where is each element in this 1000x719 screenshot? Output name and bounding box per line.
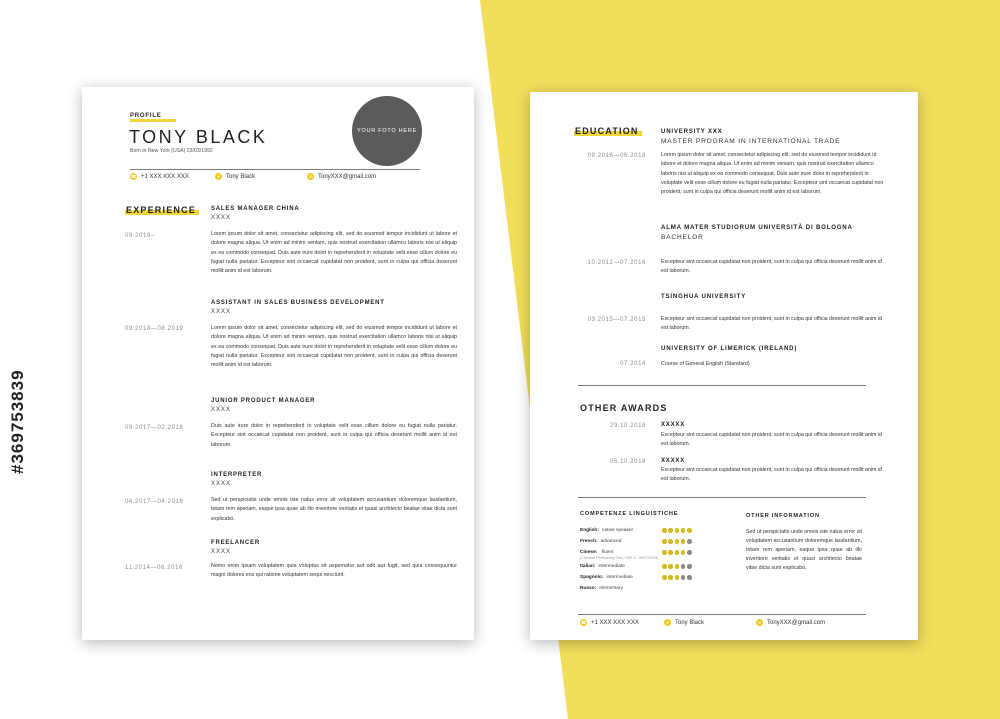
education-description: Excepteur sint occaecat cupidatat non proident, sunt in culpa qui officia deserunt mollit anim id est laborum.	[661, 316, 883, 332]
birth-info: Born in New York (USA) 23/03/1992	[130, 148, 213, 154]
job-date: 04.2017—04.2018	[125, 499, 184, 505]
job-description: Duis aute irure dolor in reprehenderit in voluptate velit esse cillum dolore eu fugiat nulla pariatur. Excepteur sint occaecat cupidatat non proident, sunt in culpa qui officia deserunt mollit anim id est laborum.	[211, 423, 457, 448]
job-title: FREELANCER	[211, 540, 261, 546]
rating-dot	[681, 575, 686, 580]
language-name: English:	[580, 528, 599, 533]
rating-dot	[668, 575, 673, 580]
award-date: 05.10.2018	[609, 459, 646, 465]
profile-label: PROFILE	[130, 113, 162, 119]
rating-dot	[681, 528, 686, 533]
rating-dot	[662, 564, 667, 569]
rating-dot	[675, 550, 680, 555]
language-row	[580, 528, 730, 539]
contact-name-text: Tony Black	[226, 173, 256, 180]
job-entry	[211, 540, 260, 555]
language-row	[580, 539, 730, 550]
language-rating	[662, 528, 692, 533]
language-rating	[662, 564, 692, 569]
job-title: INTERPRETER	[211, 472, 263, 478]
rating-dot	[681, 550, 686, 555]
footer-divider	[578, 614, 866, 615]
degree-name: MASTER PROGRAM IN INTERNATIONAL TRADE	[661, 138, 841, 145]
award-title: XXXXX	[661, 458, 686, 464]
language-rating	[662, 550, 692, 555]
language-row	[580, 550, 730, 564]
contact-email-text: TonyXXX@gmail.com	[767, 619, 826, 626]
rating-dot	[687, 564, 692, 569]
language-name: Italian:	[580, 564, 596, 569]
job-entry	[211, 398, 315, 413]
rating-dot	[668, 564, 673, 569]
resume-page-1	[82, 87, 474, 640]
stock-id-text: #369753839	[8, 369, 27, 474]
job-title: JUNIOR PRODUCT MANAGER	[211, 398, 316, 404]
rating-dot	[675, 575, 680, 580]
photo-placeholder[interactable]	[352, 96, 422, 166]
contact-email[interactable]	[307, 173, 376, 180]
rating-dot	[668, 550, 673, 555]
education-divider	[578, 385, 866, 386]
candidate-name: TONY BLACK	[129, 127, 268, 147]
rating-dot	[675, 564, 680, 569]
contact-phone-text: +1 XXX XXX XXX	[141, 173, 189, 180]
degree-name: BACHELOR	[661, 234, 704, 241]
education-description: Course of General English (Standard)	[661, 361, 750, 367]
job-company: XXXX	[211, 549, 232, 555]
rating-dot	[675, 528, 680, 533]
awards-heading: OTHER AWARDS	[580, 403, 668, 413]
education-date: 10.2012—07.2016	[587, 260, 646, 266]
languages-list	[580, 528, 730, 597]
language-name: Spagnolo:	[580, 575, 604, 580]
contact-email-text: TonyXXX@gmail.com	[318, 173, 377, 180]
education-date: 09.2016—06.2018	[587, 153, 646, 159]
user-icon: ●	[215, 173, 222, 180]
experience-heading: EXPERIENCE	[125, 205, 199, 215]
education-entry	[661, 128, 840, 145]
contact-name	[215, 173, 255, 180]
language-name: Russo:	[580, 586, 597, 591]
contact-name	[664, 619, 704, 626]
mail-icon: ✉	[757, 619, 762, 625]
job-date: 11.2014—06.2016	[125, 565, 183, 571]
rating-dot	[662, 550, 667, 555]
rating-dot	[687, 539, 692, 544]
language-level: intermediate	[598, 564, 625, 569]
school-name: UNIVERSITY XXX	[661, 128, 723, 135]
job-description: Sed ut perspiciatis unde omnis iste natus error sit voluptatem accusantium doloremque laudantium, totam rem aperiam, eaque ipsa quae ab illo inventore veritatis et quasi architecto beatae vitae dicta sunt explicabo.	[211, 497, 457, 522]
contact-phone[interactable]	[130, 173, 189, 180]
rating-dot	[662, 575, 667, 580]
header-divider	[130, 169, 420, 170]
other-info-text: Sed ut perspiciatis unde omnis iste natus error sit voluptatem accusantium doloremque laudantium, totam rem aperiam, eaque ipsa quae ab illo inventore veritatis et quasi architecto beatae vitae dicta sunt explicabo.	[746, 529, 862, 571]
rating-dot	[681, 564, 686, 569]
language-level: native speaker	[601, 528, 634, 533]
rating-dot	[687, 550, 692, 555]
award-description: Excepteur sint occaecat cupidatat non proident, sunt in culpa qui officia deserunt mollit anim id est laborum.	[661, 467, 883, 483]
photo-placeholder-text: YOUR FOTO HERE	[356, 128, 418, 134]
education-description: Excepteur sint occaecat cupidatat non proident, sunt in culpa qui officia deserunt mollit anim id est laborum.	[661, 259, 883, 275]
contact-email[interactable]	[756, 619, 825, 626]
contact-phone-text: +1 XXX XXX XXX	[591, 619, 639, 626]
job-date: 09.2017—02.2018	[125, 425, 184, 431]
education-date: 03.2015—07.2015	[587, 317, 646, 323]
rating-dot	[681, 539, 686, 544]
user-icon: ●	[664, 619, 671, 626]
resume-page-2	[530, 92, 918, 640]
languages-heading: COMPETENZE LINGUISTICHE	[580, 511, 679, 517]
education-entry	[661, 224, 853, 241]
job-description: Lorem ipsum dolor sit amet, consectetur adipiscing elit, sed do eiusmod tempor incididunt ut labore et dolore magna aliqua. Ut enim ad minim veniam, quis nostrud exercitation ullamco laboris nisi ut aliquip ex ea commodo consequat. Duis aute irure dolor in reprehenderit in voluptate velit esse cillum dolore eu fugiat nulla pariatur. Excepteur sint occaecat cupidatat non proident, sunt in culpa qui officia deserunt mollit anim id est laborum.	[211, 325, 457, 369]
mail-icon: ✉	[308, 173, 313, 179]
job-company: XXXX	[211, 407, 232, 413]
job-company: XXXX	[211, 215, 232, 221]
job-entry	[211, 300, 385, 315]
school-name: UNIVERSITY OF LIMERICK (IRELAND)	[661, 345, 798, 352]
rating-dot	[668, 539, 673, 544]
awards-divider	[578, 497, 866, 498]
rating-dot	[687, 575, 692, 580]
language-row	[580, 564, 730, 575]
language-row	[580, 586, 730, 597]
language-level: fluent	[601, 550, 614, 555]
language-name: Cinese:	[580, 550, 598, 555]
education-entry	[661, 293, 746, 300]
education-date: 07.2014	[620, 361, 646, 367]
education-entry	[661, 345, 797, 352]
job-entry	[211, 206, 300, 221]
job-company: XXXX	[211, 309, 232, 315]
language-level: intermediate	[606, 575, 633, 580]
school-name: ALMA MATER STUDIORUM UNIVERSITÀ DI BOLOGNA	[661, 224, 853, 231]
rating-dot	[668, 528, 673, 533]
job-description: Nemo enim ipsam voluptatem quia voluptas sit aspernatur aut odit aut fugit, sed quia consequuntur magni dolores eos qui ratione voluptatem sequi nesciunt.	[211, 563, 457, 579]
language-rating	[662, 575, 692, 580]
phone-icon: ☎	[130, 173, 137, 179]
profile-underline	[130, 119, 176, 122]
rating-dot	[662, 528, 667, 533]
award-title: XXXXX	[661, 422, 686, 428]
education-description: Lorem ipsum dolor sit amet, consectetur adipiscing elit, sed do eiusmod tempor incididunt ut labore et dolore magna aliqua. Ut enim ad minim veniam, quis nostrud exercitation ullamco laboris nisi ut aliquip ex ea commodo consequat. Duis aute irure dolor in reprehenderit in voluptate velit esse cillum dolore eu fugiat nulla pariatur. Excepteur sint occaecat cupidatat non proident, sunt in culpa qui officia deserunt mollit anim id est laborum.	[661, 152, 884, 196]
rating-dot	[675, 539, 680, 544]
rating-dot	[662, 539, 667, 544]
language-level: elementary	[599, 586, 623, 591]
phone-icon: ☎	[580, 619, 587, 625]
job-title: ASSISTANT IN SALES BUSINESS DEVELOPMENT	[211, 300, 385, 306]
education-heading: EDUCATION	[574, 126, 642, 136]
job-company: XXXX	[211, 481, 232, 487]
language-level: advanced	[600, 539, 622, 544]
job-title: SALES MANAGER CHINA	[211, 206, 300, 212]
other-info-heading: OTHER INFORMATION	[746, 513, 820, 519]
school-name: TSINGHUA UNIVERSITY	[661, 293, 747, 300]
language-note: (Chinese Proficiency Test, HSK 5, 19/07/2015)	[580, 556, 659, 560]
award-description: Excepteur sint occaecat cupidatat non proident, sunt in culpa qui officia deserunt mollit anim id est laborum.	[661, 432, 883, 448]
language-name: French:	[580, 539, 598, 544]
job-entry	[211, 472, 262, 487]
language-rating	[662, 539, 692, 544]
contact-phone[interactable]	[580, 619, 639, 626]
rating-dot	[687, 528, 692, 533]
job-date: 09.2019–	[125, 233, 155, 239]
contact-name-text: Tony Black	[675, 619, 705, 626]
language-row	[580, 575, 730, 586]
award-date: 29.10.2018	[609, 423, 646, 429]
job-date: 09.2018—08.2019	[125, 326, 184, 332]
job-description: Lorem ipsum dolor sit amet, consectetur adipiscing elit, sed do eiusmod tempor incididunt ut labore et dolore magna aliqua. Ut enim ad minim veniam, quis nostrud exercitation ullamco laboris nisi ut aliquip ex ea commodo consequat. Duis aute irure dolor in reprehenderit in voluptate velit esse cillum dolore eu fugiat nulla pariatur. Excepteur sint occaecat cupidatat non proident, sunt in culpa qui officia deserunt mollit anim id est laborum.	[211, 231, 457, 275]
